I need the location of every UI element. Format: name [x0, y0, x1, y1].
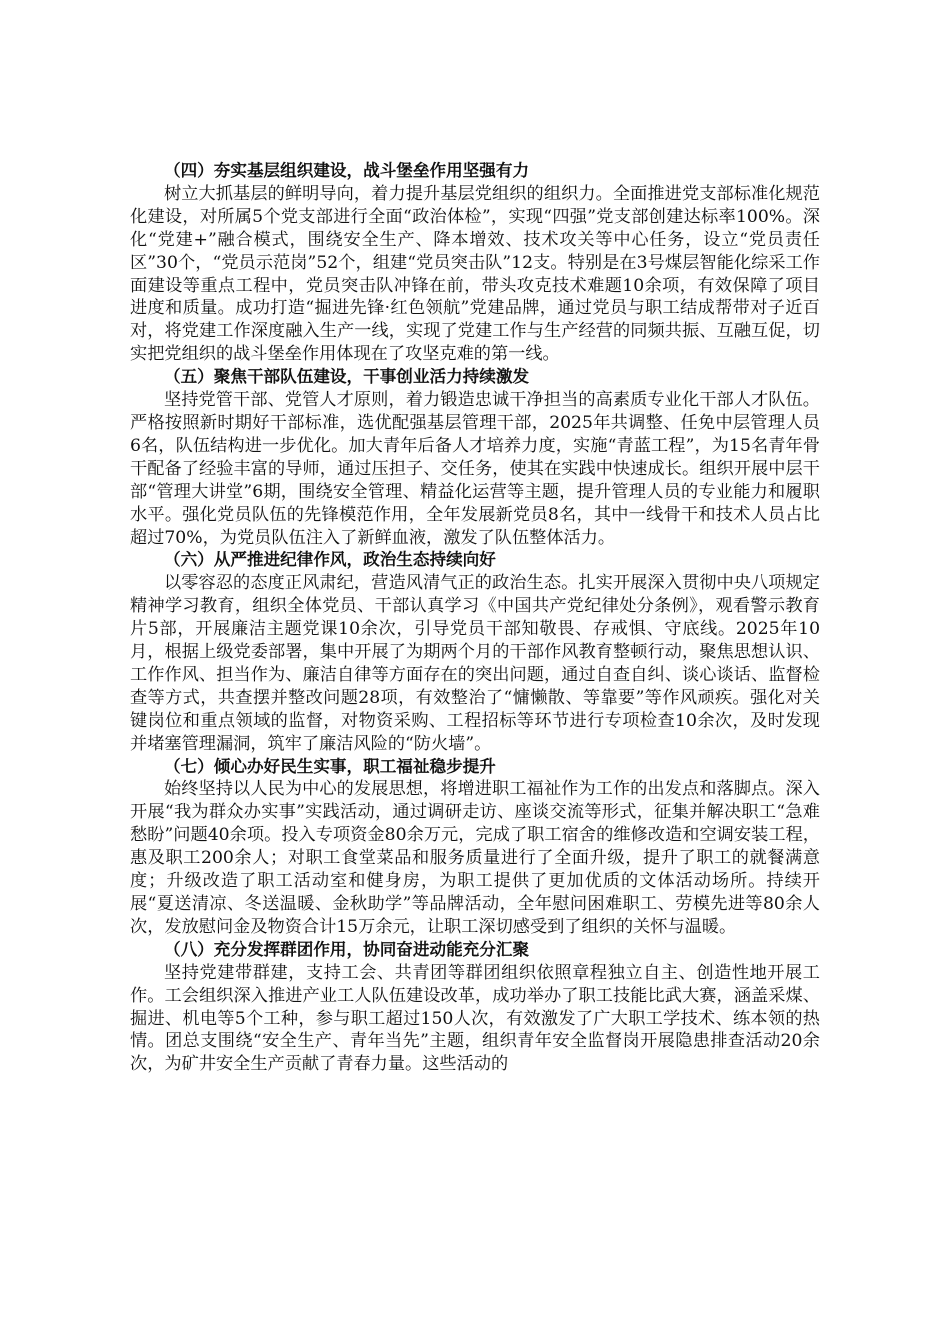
section-6: [130, 549, 820, 755]
section-7: [130, 756, 820, 939]
section-5: [130, 366, 820, 549]
document-page: [130, 160, 820, 1076]
section-4: [130, 160, 820, 366]
section-heading: （八）充分发挥群团作用，协同奋进动能充分汇聚: [164, 939, 530, 959]
section-heading: （五）聚焦干部队伍建设，干事创业活力持续激发: [164, 367, 530, 387]
section-8: [130, 939, 820, 1076]
section-heading: （七）倾心办好民生实事，职工福祉稳步提升: [164, 756, 496, 776]
section-paragraph: 始终坚持以人民为中心的发展思想，将增进职工福祉作为工作的出发点和落脚点。深入开展“我为群众办实事”实践活动，通过调研走访、座谈交流等形式，征集并解决职工“急难愁盼”问题40余项。投入专项资金80余万元，完成了职工宿舍的维修改造和空调安装工程，惠及职工200余人；对职工食堂菜品和服务质量进行了全面升级，提升了职工的就餐满意度；升级改造了职工活动室和健身房，为职工提供了更加优质的文体活动场所。持续开展“夏送清凉、冬送温暖、金秋助学”等品牌活动，全年慰问困难职工、劳模先进等80余人次，发放慰问金及物资合计15万余元，让职工深切感受到了组织的关怀与温暖。: [130, 779, 820, 937]
section-heading: （六）从严推进纪律作风，政治生态持续向好: [164, 550, 496, 570]
section-paragraph: 树立大抓基层的鲜明导向，着力提升基层党组织的组织力。全面推进党支部标准化规范化建设，对所属5个党支部进行全面“政治体检”，实现“四强”党支部创建达标率100%。深化“党建+”融合模式，围绕安全生产、降本增效、技术攻关等中心任务，设立“党员责任区”30个，“党员示范岗”52个，组建“党员突击队”12支。特别是在3号煤层智能化综采工作面建设等重点工程中，党员突击队冲锋在前，带头攻克技术难题10余项，有效保障了项目进度和质量。成功打造“掘进先锋·红色领航”党建品牌，通过党员与职工结成帮带对子近百对，将党建工作深度融入生产一线，实现了党建工作与生产经营的同频共振、互融互促，切实把党组织的战斗堡垒作用体现在了攻坚克难的第一线。: [130, 183, 820, 365]
section-paragraph: 坚持党建带群建，支持工会、共青团等群团组织依照章程独立自主、创造性地开展工作。工会组织深入推进产业工人队伍建设改革，成功举办了职工技能比武大赛，涵盖采煤、掘进、机电等5个工种，参与职工超过150人次，有效激发了广大职工学技术、练本领的热情。团总支围绕“安全生产、青年当先”主题，组织青年安全监督岗开展隐患排查活动20余次，为矿井安全生产贡献了青春力量。这些活动的: [130, 962, 820, 1075]
section-paragraph: 以零容忍的态度正风肃纪，营造风清气正的政治生态。扎实开展深入贯彻中央八项规定精神学习教育，组织全体党员、干部认真学习《中国共产党纪律处分条例》，观看警示教育片5部，开展廉洁主题党课10余次，引导党员干部知敬畏、存戒惧、守底线。2025年10月，根据上级党委部署，集中开展了为期两个月的干部作风教育整顿行动，聚焦思想认识、工作作风、担当作为、廉洁自律等方面存在的突出问题，通过自查自纠、谈心谈话、监督检查等方式，共查摆并整改问题28项，有效整治了“慵懒散、等靠要”等作风顽疾。强化对关键岗位和重点领域的监督，对物资采购、工程招标等环节进行专项检查10余次，及时发现并堵塞管理漏洞，筑牢了廉洁风险的“防火墙”。: [130, 573, 820, 754]
section-heading: （四）夯实基层组织建设，战斗堡垒作用坚强有力: [164, 161, 530, 180]
section-paragraph: 坚持党管干部、党管人才原则，着力锻造忠诚干净担当的高素质专业化干部人才队伍。严格按照新时期好干部标准，选优配强基层管理干部，2025年共调整、任免中层管理人员6名，队伍结构进一步优化。加大青年后备人才培养力度，实施“青蓝工程”，为15名青年骨干配备了经验丰富的导师，通过压担子、交任务，使其在实践中快速成长。组织开展中层干部“管理大讲堂”6期，围绕安全管理、精益化运营等主题，提升管理人员的专业能力和履职水平。强化党员队伍的先锋模范作用，全年发展新党员8名，其中一线骨干和技术人员占比超过70%，为党员队伍注入了新鲜血液，激发了队伍整体活力。: [130, 390, 820, 548]
